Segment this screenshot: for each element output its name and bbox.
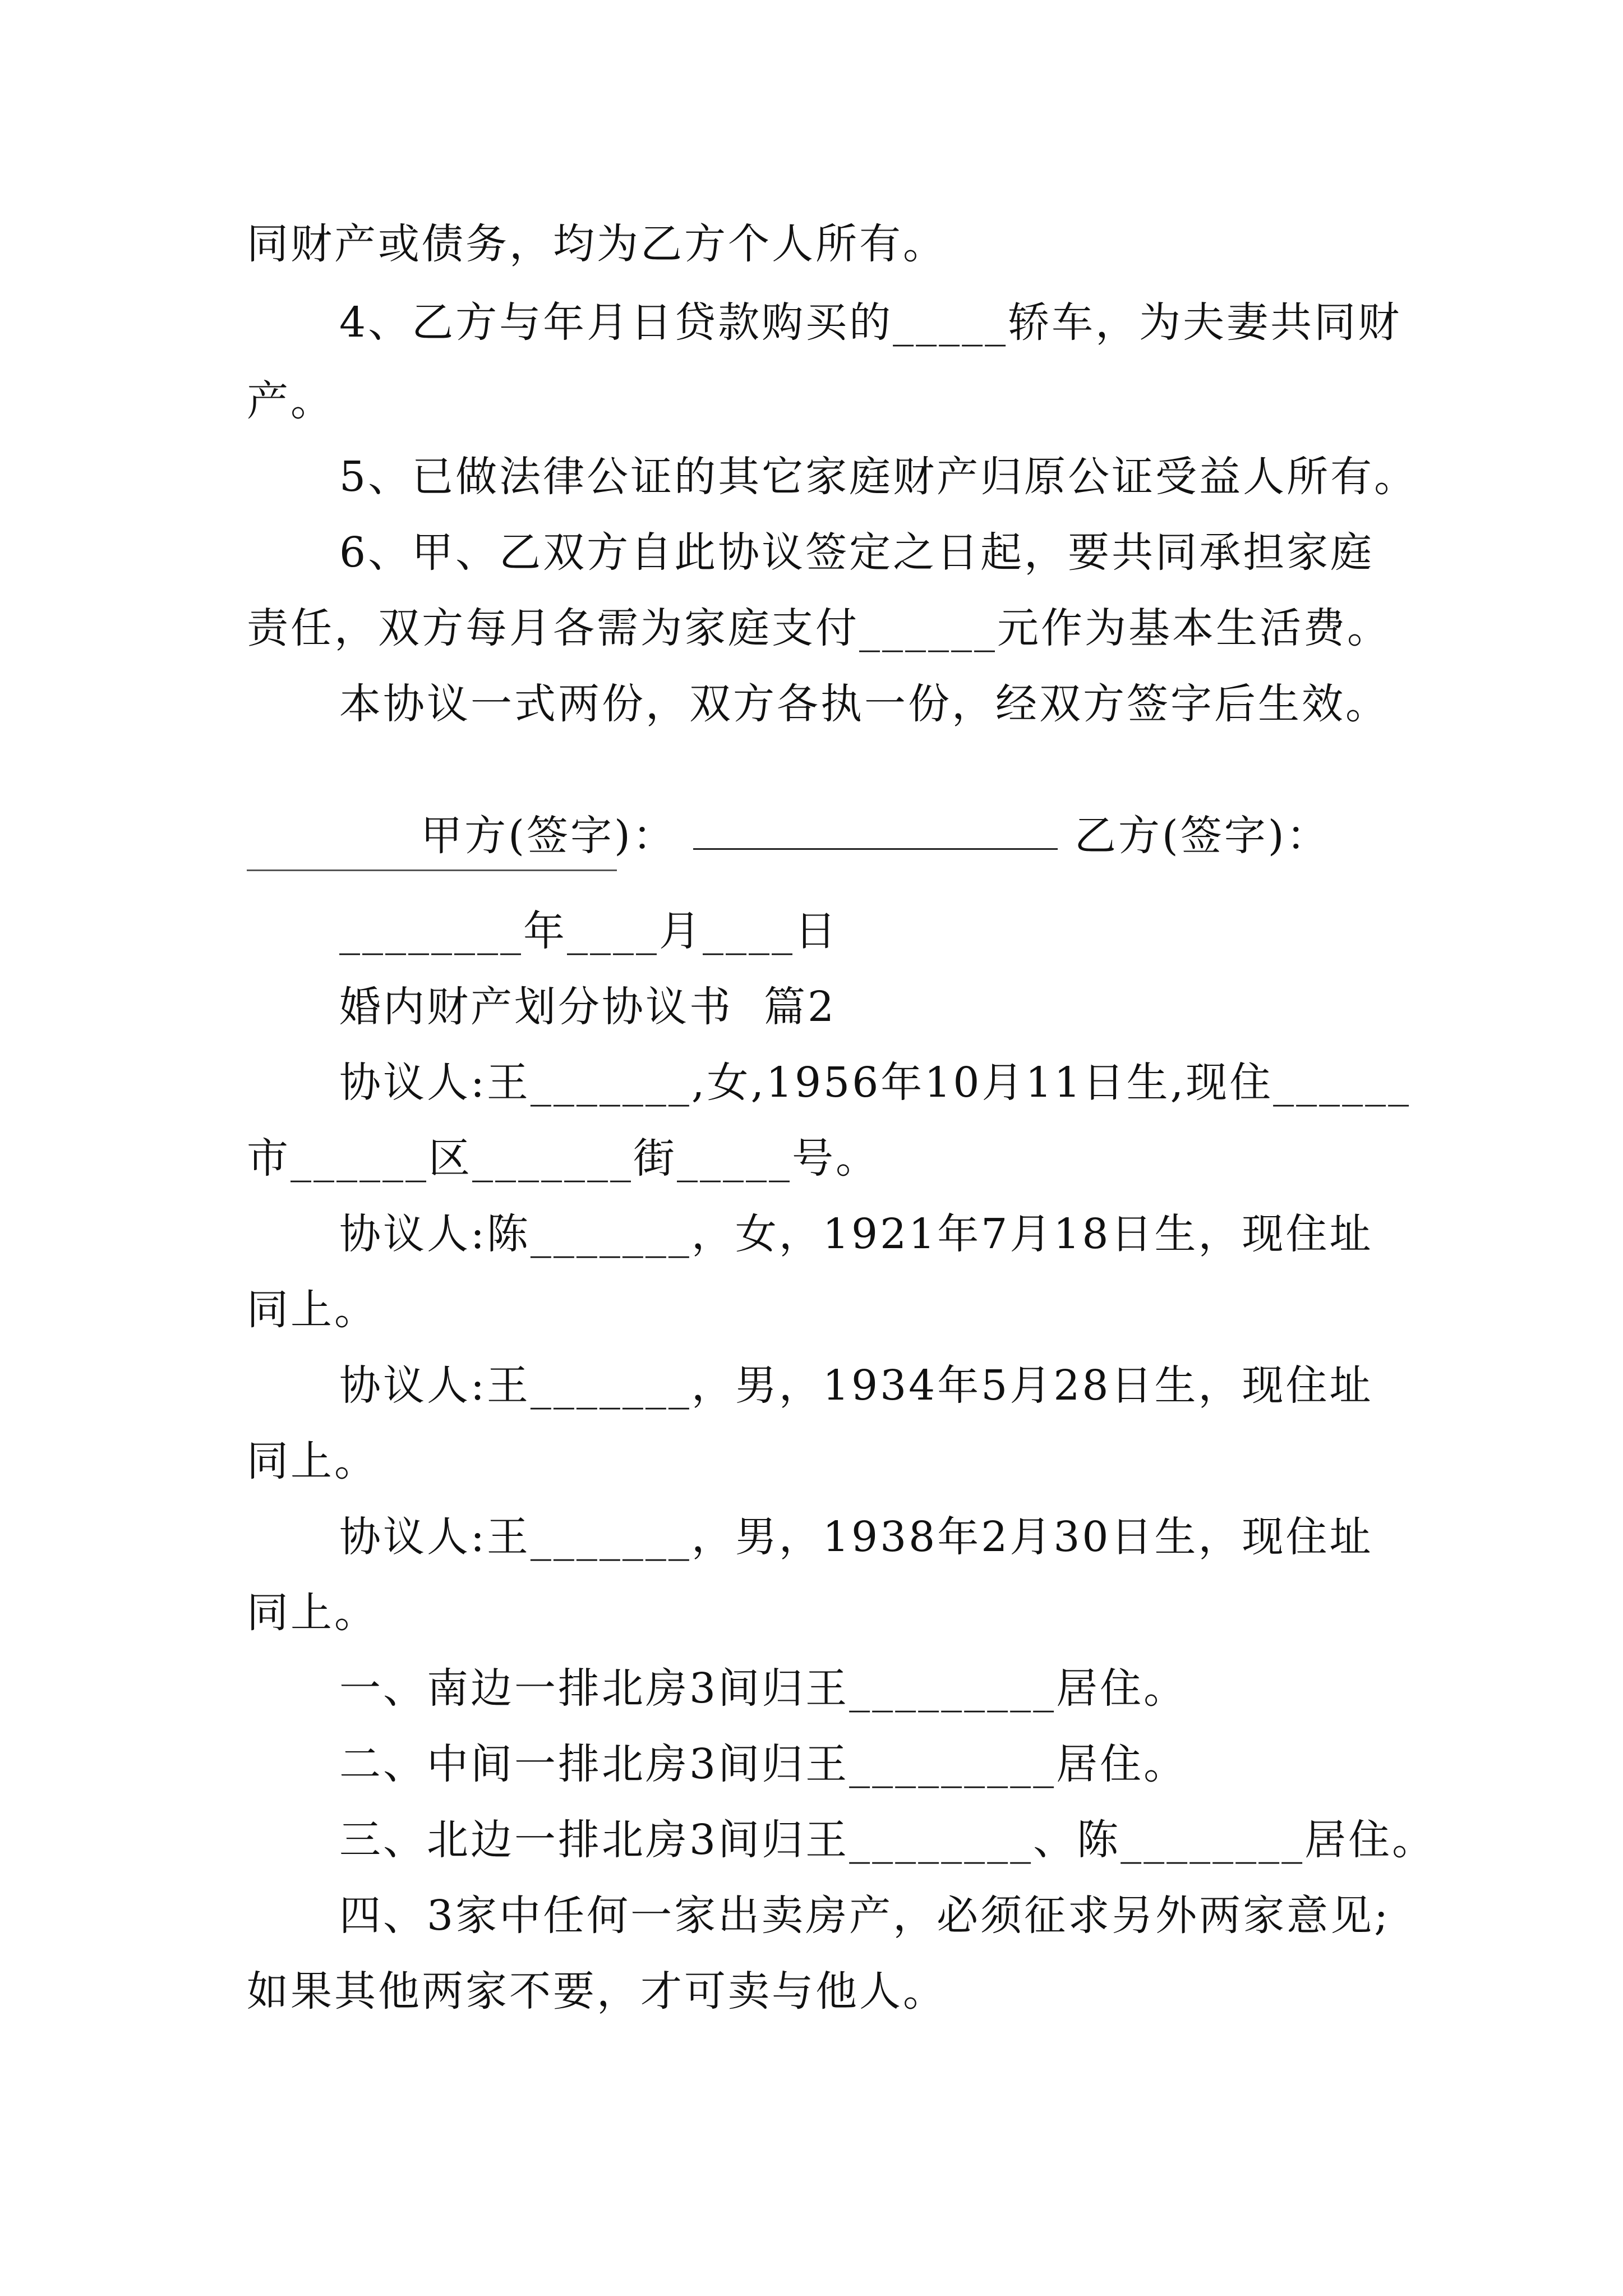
agreement-line: 市______区_______街_____号。 [247,1134,879,1182]
agreement-line: 三、北边一排北房3间归王________、陈________居住。 [339,1816,1436,1864]
text-line: 本协议一式两份，双方各执一份，经双方签字后生效。 [339,680,1389,728]
agreement-line: 二、中间一排北房3间归王_________居住。 [339,1740,1188,1788]
agreement-line: 协议人:王_______,女,1956年10月11日生,现住______ [339,1059,1412,1107]
party-a-signature-blank [693,813,1058,850]
agreement-line: 同上。 [247,1589,378,1637]
agreement-line: 如果其他两家不要，才可卖与他人。 [247,1967,947,2016]
agreement-line: 同上。 [247,1286,378,1334]
party-a-signature-label: 甲方(签字)： [421,812,676,860]
text-line: 同财产或债务，均为乙方个人所有。 [247,220,947,268]
agreement-line: 协议人:王_______，男，1934年5月28日生，现住址 [339,1361,1373,1410]
section-title: 婚内财产划分协议书 篇2 [339,983,837,1031]
text-line: 责任，双方每月各需为家庭支付______元作为基本生活费。 [247,604,1391,652]
agreement-line: 一、南边一排北房3间归王_________居住。 [339,1664,1188,1713]
party-b-signature-label: 乙方(签字)： [1074,812,1330,860]
text-line: 产。 [247,377,334,425]
agreement-line: 协议人:王_______，男，1938年2月30日生，现住址 [339,1513,1373,1561]
text-line: 5、已做法律公证的其它家庭财产归原公证受益人所有。 [339,453,1418,501]
text-line: 4、乙方与年月日贷款购买的_____轿车，为夫妻共同财 [339,298,1402,347]
agreement-line: 协议人:陈_______，女，1921年7月18日生，现住址 [339,1210,1373,1258]
party-b-signature-blank [247,869,617,871]
agreement-line: 四、3家中任何一家出卖房产，必须征求另外两家意见; [339,1892,1391,1940]
date-line: ________年____月____日 [339,907,838,955]
text-line: 6、甲、乙双方自此协议签定之日起，要共同承担家庭 [339,528,1375,577]
signature-line [359,752,1330,920]
agreement-line: 同上。 [247,1437,378,1485]
